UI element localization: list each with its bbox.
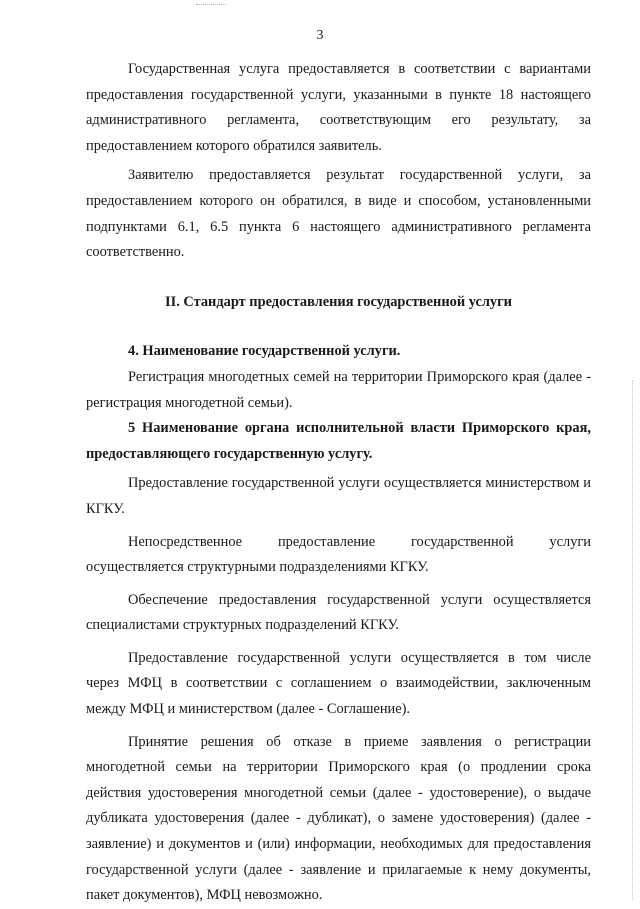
scan-artifact xyxy=(196,4,226,7)
paragraph-ministry: Предоставление государственной услуги осуществляется министерством и КГКУ. xyxy=(86,475,591,517)
paragraph-service-variants: Государственная услуга предоставляется в соответствии с вариантами предоставления государственной услуги, указанными в пункте 18 настоящего административного регламента, соответствующим его результату, за предоставлением которого обратился заявитель. xyxy=(86,61,591,154)
paragraph-result-provision: Заявителю предоставляется результат государственной услуги, за предоставлением которого он обратился, в виде и способом, установленными подпунктами 6.1, 6.5 пункта 6 настоящего административного регламента соответственно. xyxy=(86,167,591,261)
paragraph-mfc: Предоставление государственной услуги осуществляется в том числе через МФЦ в соответствии с соглашением о взаимодействии, заключенным между МФЦ и министерством (далее - Соглашение). xyxy=(86,649,591,718)
section-heading: II. Стандарт предоставления государственной услуги xyxy=(165,293,512,310)
paragraph-specialists: Обеспечение предоставления государственной услуги осуществляется специалистами структурных подразделений КГКУ. xyxy=(86,591,591,634)
paragraph-refusal: Принятие решения об отказе в приеме заявления о регистрации многодетной семьи на территории Приморского края (о продлении срока действия удостоверения многодетной семьи (далее - удостоверение), о выдаче дубликата удостоверения (далее - дубликат), о замене удостоверения) (далее - заявление) и документов и (или) информации, необходимых для предоставления государственной услуги (далее - заявление и прилагаемые к нему документы, пакет документов), МФЦ невозможно. xyxy=(86,733,591,904)
paragraph-direct-provision: Непосредственное предоставление государственной услуги осуществляется структурными подразделениями КГКУ. xyxy=(86,533,591,576)
page-number: 3 xyxy=(316,28,324,43)
scan-edge-line xyxy=(632,380,634,900)
subsection-heading-4: 4. Наименование государственной услуги. xyxy=(128,343,401,360)
subsection-heading-5: 5 Наименование органа исполнительной власти Приморского края, предоставляющего государственную услугу. xyxy=(86,420,591,462)
document-body xyxy=(86,57,591,909)
paragraph-service-name: Регистрация многодетных семей на территории Приморского края (далее - регистрация многодетной семьи). xyxy=(86,368,591,411)
